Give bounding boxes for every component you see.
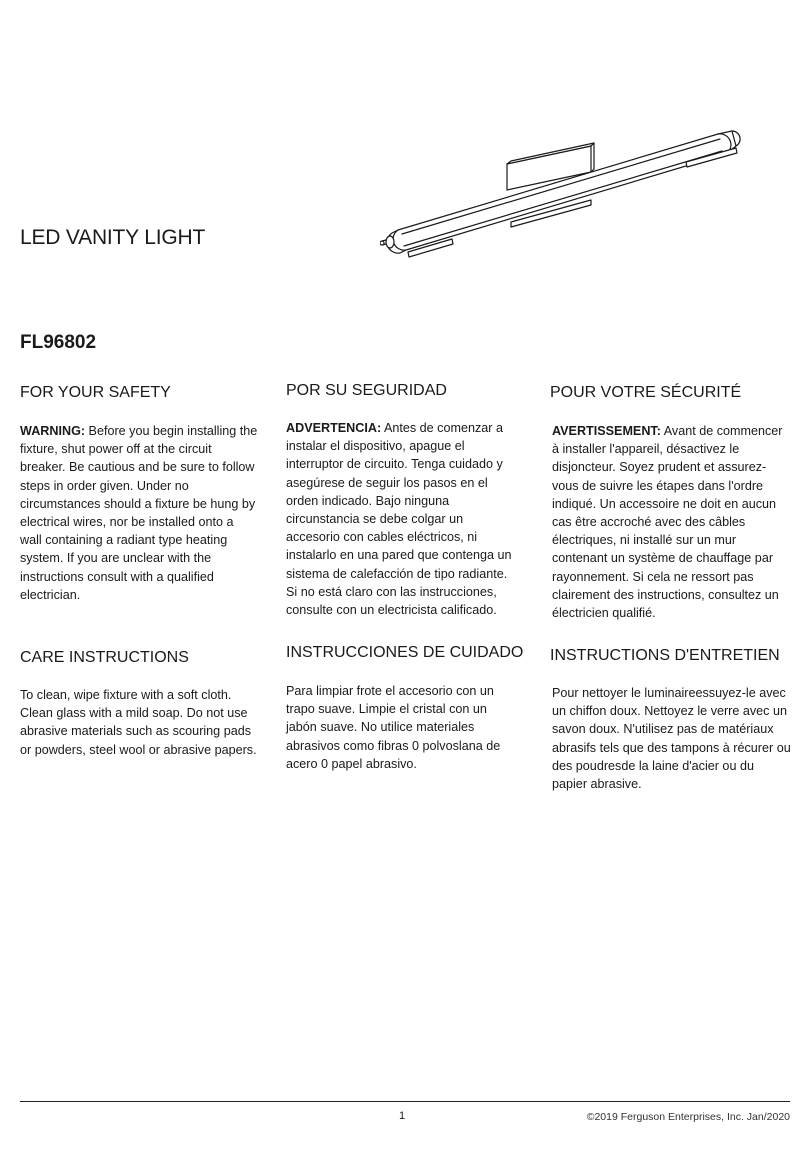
model-number: FL96802 bbox=[20, 332, 97, 353]
warning-label-en: WARNING: bbox=[20, 424, 86, 438]
care-heading-fr: INSTRUCTIONS D'ENTRETIEN bbox=[550, 647, 780, 664]
safety-heading-fr: POUR VOTRE SÉCURITÉ bbox=[550, 384, 742, 401]
safety-text-fr bbox=[552, 422, 790, 622]
safety-heading-es: POR SU SEGURIDAD bbox=[286, 382, 447, 399]
care-text-en: To clean, wipe fixture with a soft cloth. Clean glass with a mild soap. Do not use abrasive materials such as scouring pads or powders, steel wool or abrasive papers. bbox=[20, 688, 257, 757]
warning-label-fr: AVERTISSEMENT: bbox=[552, 424, 661, 438]
warning-label-es: ADVERTENCIA: bbox=[286, 421, 382, 435]
warning-body-fr: Avant de commencer à installer l'appareil, désactivez le disjoncteur. Soyez prudent et assurez-vous de suivre les étapes dans l'ordre indiqué. Un accessoire ne doit en aucun cas être accroché avec des câbles électriques, ni installé sur un mur contenant un système de chauffage par rayonnement. Si cela ne ressort pas clairement des instructions, consultez un électricien qualifié. bbox=[552, 424, 783, 621]
footer-divider bbox=[20, 1101, 790, 1102]
document-title: LED VANITY LIGHT bbox=[20, 226, 206, 249]
copyright-notice: ©2019 Ferguson Enterprises, Inc. Jan/2020 bbox=[586, 1111, 790, 1123]
warning-body-en: Before you begin installing the fixture, shut power off at the circuit breaker. Be cautious and be sure to follow steps in order given. Under no circumstances should a fixture be hung by electrical wires, nor be installed onto a wall containing a radiant type heating system. If you are unclear with the instructions consult with a qualified electrician. bbox=[20, 424, 258, 602]
warning-body-es: Antes de comenzar a instalar el dispositivo, apague el interruptor de circuito. Tenga cuidado y asegúrese de seguir los pasos en el orden indicado. Bajo ninguna circunstancia se debe colgar un accesorio con cables eléctricos, ni instalarlo en una pared que contenga un sistema de calefacción de tipo radiante. Si no está claro con las instrucciones, consulte con un electricista calificado. bbox=[286, 421, 512, 618]
care-heading-en: CARE INSTRUCTIONS bbox=[20, 649, 189, 666]
care-text-es: Para limpiar frote el accesorio con un trapo suave. Limpie el cristal con un jabón suave. No utilice materiales abrasivos como fibras 0 polvoslana de acero 0 papel abrasivo. bbox=[286, 684, 501, 771]
safety-text-en bbox=[20, 422, 258, 604]
page-number: 1 bbox=[399, 1110, 406, 1122]
safety-heading-en: FOR YOUR SAFETY bbox=[20, 384, 171, 401]
care-heading-es: INSTRUCCIONES DE CUIDADO bbox=[286, 644, 524, 661]
safety-text-es bbox=[286, 419, 520, 619]
led-vanity-light-fixture-icon bbox=[380, 126, 746, 262]
care-text-fr: Pour nettoyer le luminaireessuyez-le avec un chiffon doux. Nettoyez le verre avec un savon doux. N'utilisez pas de matériaux abrasifs tels que des tampons à récurer ou des poudresde la laine d'acier ou du papier abrasive. bbox=[552, 686, 791, 792]
